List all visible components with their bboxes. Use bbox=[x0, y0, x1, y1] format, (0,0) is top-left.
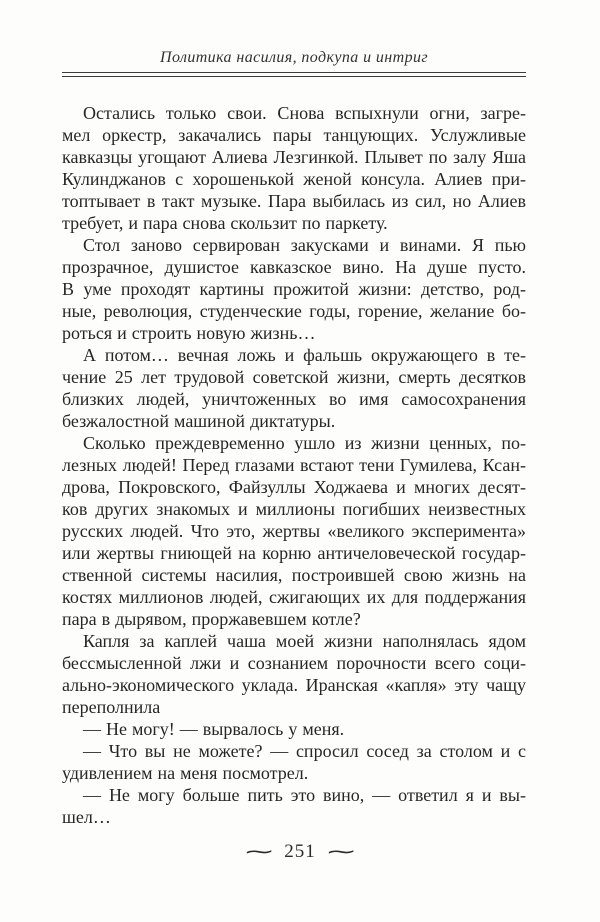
text-line: ально-экономического уклада. Иранская «капля» эту чащу bbox=[62, 675, 526, 695]
text-line: шел… bbox=[62, 807, 111, 827]
text-line: — Не могу больше пить это вино, — ответил я и вы- bbox=[83, 785, 526, 805]
text-line: — Не могу! — вырвалось у меня. bbox=[83, 719, 345, 739]
text-line: А потом… вечная ложь и фальшь окружающего в те- bbox=[83, 345, 526, 365]
page-number: 251 bbox=[284, 841, 316, 862]
text-line: ные, революция, студенческие годы, горение, желание бо- bbox=[62, 301, 526, 321]
text-line: топтывает в такт музыке. Пара выбилась из сил, но Алиев bbox=[62, 191, 526, 211]
text-line: В уме проходят картины прожитой жизни: детство, род- bbox=[62, 279, 526, 299]
text-line: Стол заново сервирован закусками и винами. Я пью bbox=[83, 235, 526, 255]
text-line: Кулинджанов с хорошенькой женой консула. Алиев при- bbox=[62, 169, 526, 189]
text-line: роться и строить новую жизнь… bbox=[62, 323, 316, 343]
text-line: ственной системы насилия, построившей свою жизнь на bbox=[62, 565, 526, 585]
text-line: или жертвы гниющей на корню античеловеческой государ- bbox=[62, 543, 526, 563]
text-line: пара в дырявом, проржавевшем котле? bbox=[62, 609, 361, 629]
text-line: Капля за каплей чаша моей жизни наполнялась ядом bbox=[83, 631, 526, 651]
tilde-ornament-right: ∼ bbox=[324, 840, 358, 863]
text-line: близких людей, уничтоженных во имя самосохранения bbox=[62, 389, 526, 409]
text-line: дрова, Покровского, Файзуллы Ходжаева и многих десят- bbox=[62, 477, 526, 497]
text-line: мел оркестр, закачались пары танцующих. Услужливые bbox=[62, 125, 526, 145]
text-line: лезных людей! Перед глазами встают тени Гумилева, Ксан- bbox=[62, 455, 526, 475]
page-footer bbox=[0, 839, 600, 865]
body-text bbox=[62, 102, 526, 828]
running-header: Политика насилия, подкупа и интриг bbox=[159, 49, 429, 66]
text-line: безжалостной машиной диктатуры. bbox=[62, 411, 336, 431]
header-rule bbox=[62, 72, 526, 77]
text-line: кавказцы угощают Алиева Лезгинкой. Плывет по залу Яша bbox=[62, 147, 526, 167]
tilde-ornament-left: ∼ bbox=[242, 840, 276, 863]
text-line: ков других знакомых и миллионы погибших неизвестных bbox=[62, 499, 526, 519]
text-line: требует, и пара снова скользит по паркету. bbox=[62, 213, 388, 233]
text-line: бессмысленной лжи и сознанием порочности всего соци- bbox=[62, 653, 526, 673]
text-line: русских людей. Что это, жертвы «великого эксперимента» bbox=[62, 521, 526, 541]
text-line: удивлением на меня посмотрел. bbox=[62, 763, 309, 783]
text-line: — Что вы не можете? — спросил сосед за столом и с bbox=[83, 741, 526, 761]
text-line: прозрачное, душистое кавказское вино. На душе пусто. bbox=[62, 257, 526, 277]
text-line: переполнила bbox=[62, 697, 161, 717]
text-line: чение 25 лет трудовой советской жизни, смерть десятков bbox=[62, 367, 526, 387]
text-line: костях миллионов людей, сжигающих их для поддержания bbox=[62, 587, 526, 607]
text-line: Сколько преждевременно ушло из жизни ценных, по- bbox=[83, 433, 526, 453]
text-line: Остались только свои. Снова вспыхнули огни, загре- bbox=[83, 103, 526, 123]
